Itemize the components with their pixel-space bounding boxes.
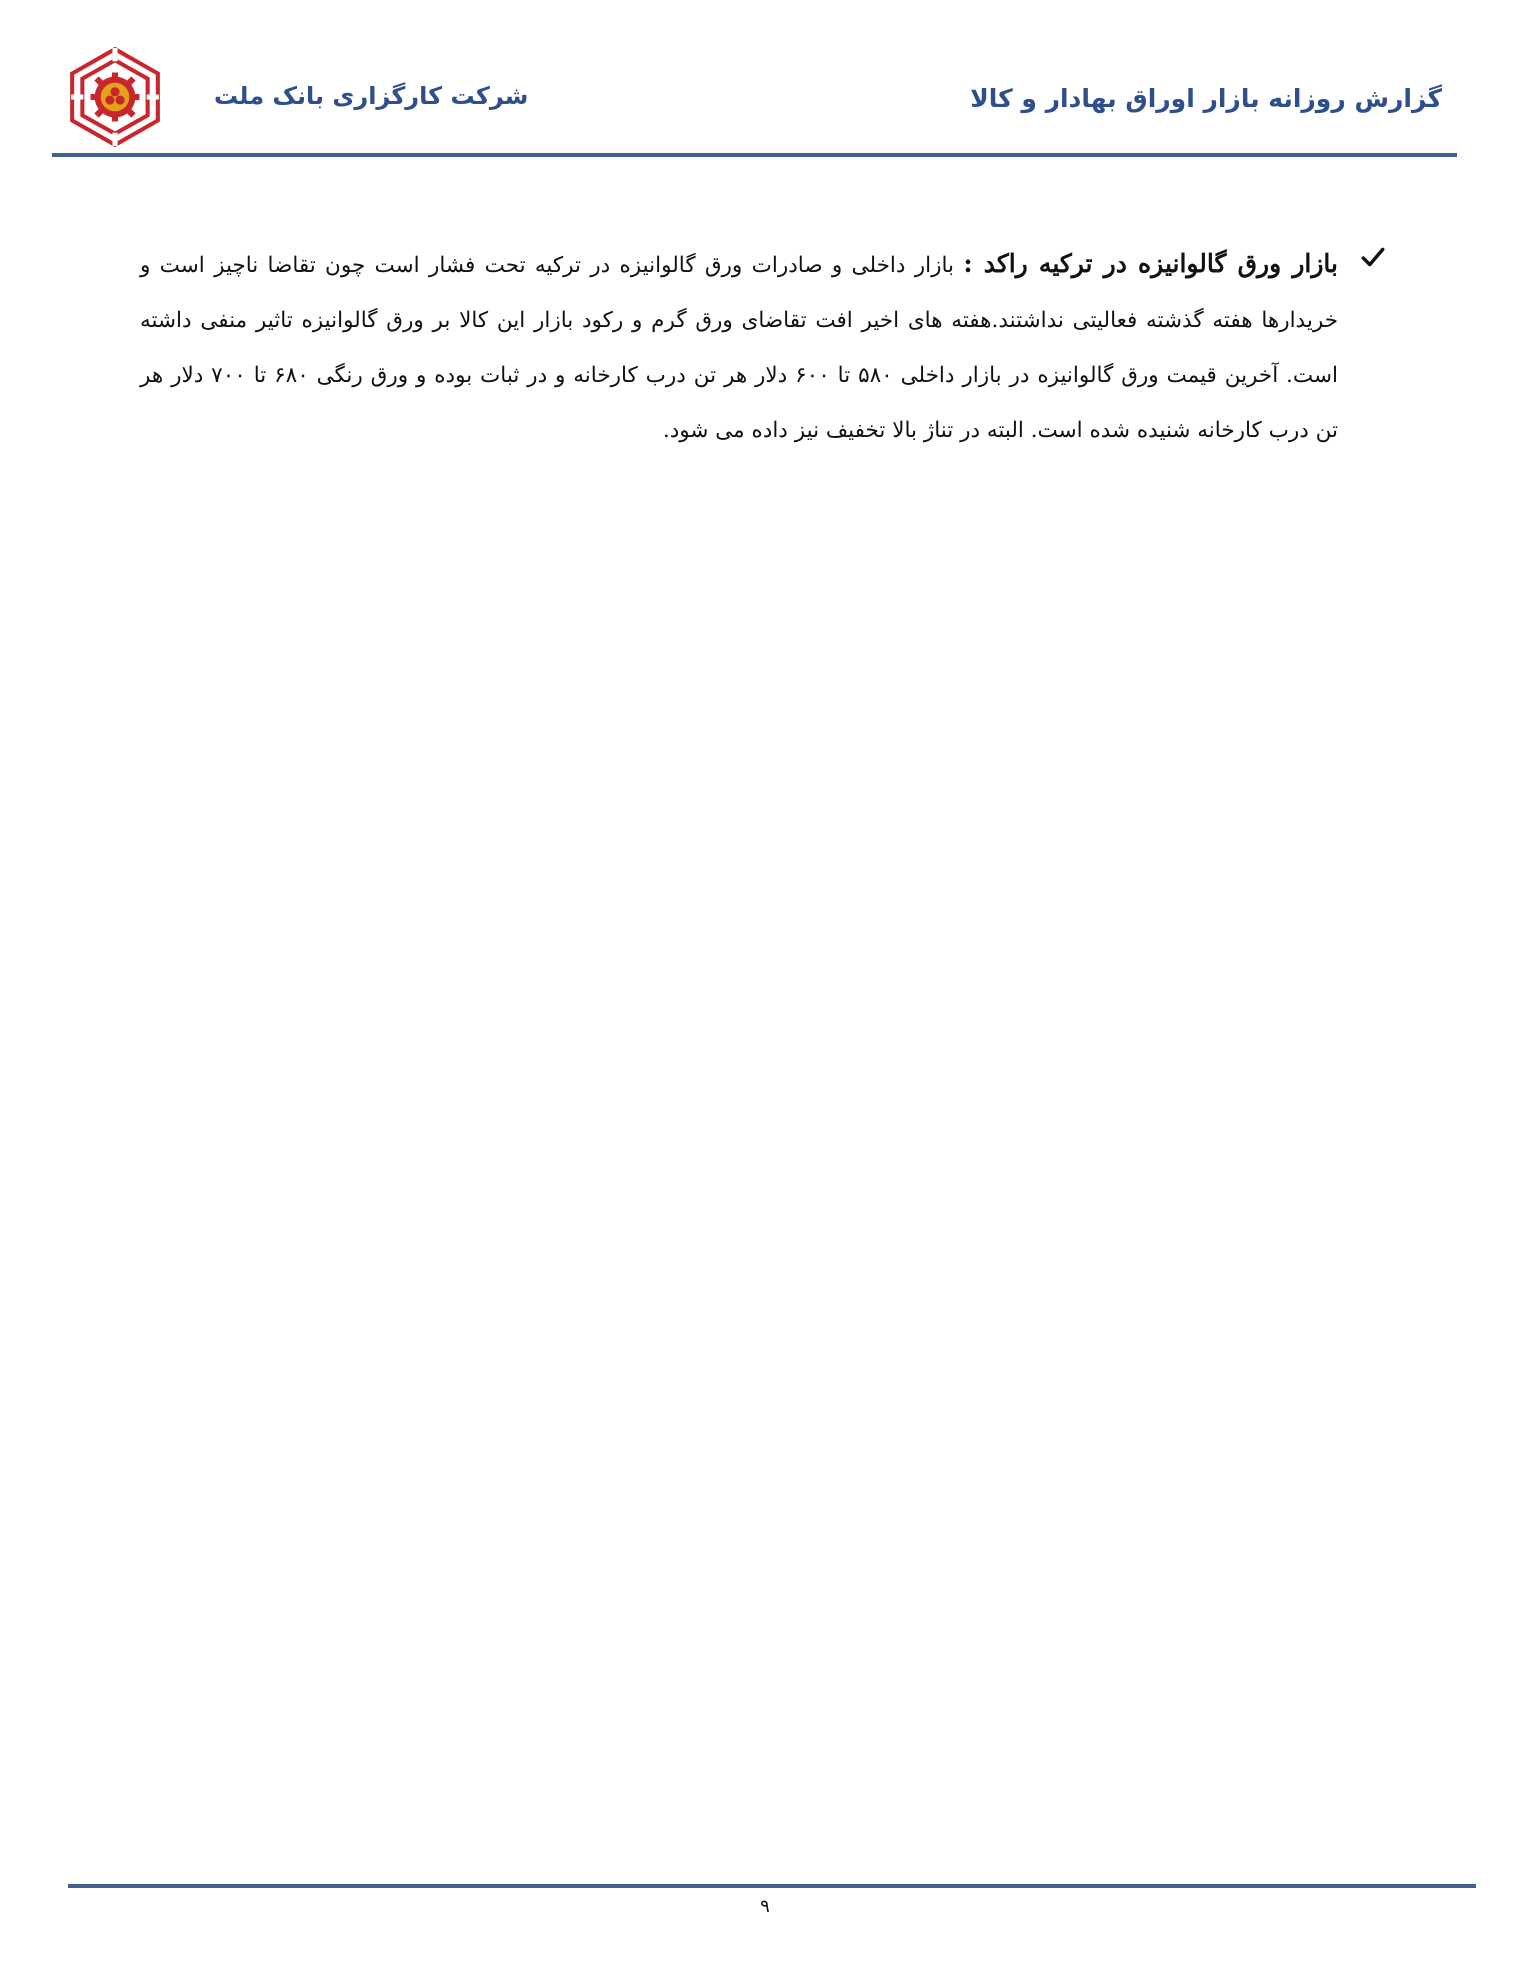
header-divider <box>52 153 1457 157</box>
news-paragraph <box>140 236 1380 458</box>
checkmark-icon <box>1360 244 1386 270</box>
mellat-bank-logo-icon <box>64 46 166 148</box>
news-heading: بازار ورق گالوانیزه در ترکیه راکد : <box>963 249 1338 278</box>
page-number: ۹ <box>760 1896 770 1917</box>
company-name: شرکت کارگزاری بانک ملت <box>214 82 529 110</box>
report-title: گزارش روزانه بازار اوراق بهادار و کالا <box>970 84 1442 113</box>
news-item <box>140 236 1380 458</box>
news-body: بازار داخلی و صادرات ورق گالوانیزه در ترکیه تحت فشار است چون تقاضا ناچیز است و خریدارها هفته گذشته فعالیتی نداشتند.هفته های اخیر افت تقاضای ورق گرم و رکود بازار این کالا بر ورق گالوانیزه تاثیر منفی داشته است. آخرین قیمت ورق گالوانیزه در بازار داخلی ۵۸۰ تا ۶۰۰ دلار هر تن درب کارخانه و در ثبات بوده و ورق رنگی ۶۸۰ تا ۷۰۰ دلار هر تن درب کارخانه شنیده شده است. البته در تناژ بالا تخفیف نیز داده می شود. <box>140 253 1338 443</box>
footer-divider <box>68 1884 1476 1888</box>
